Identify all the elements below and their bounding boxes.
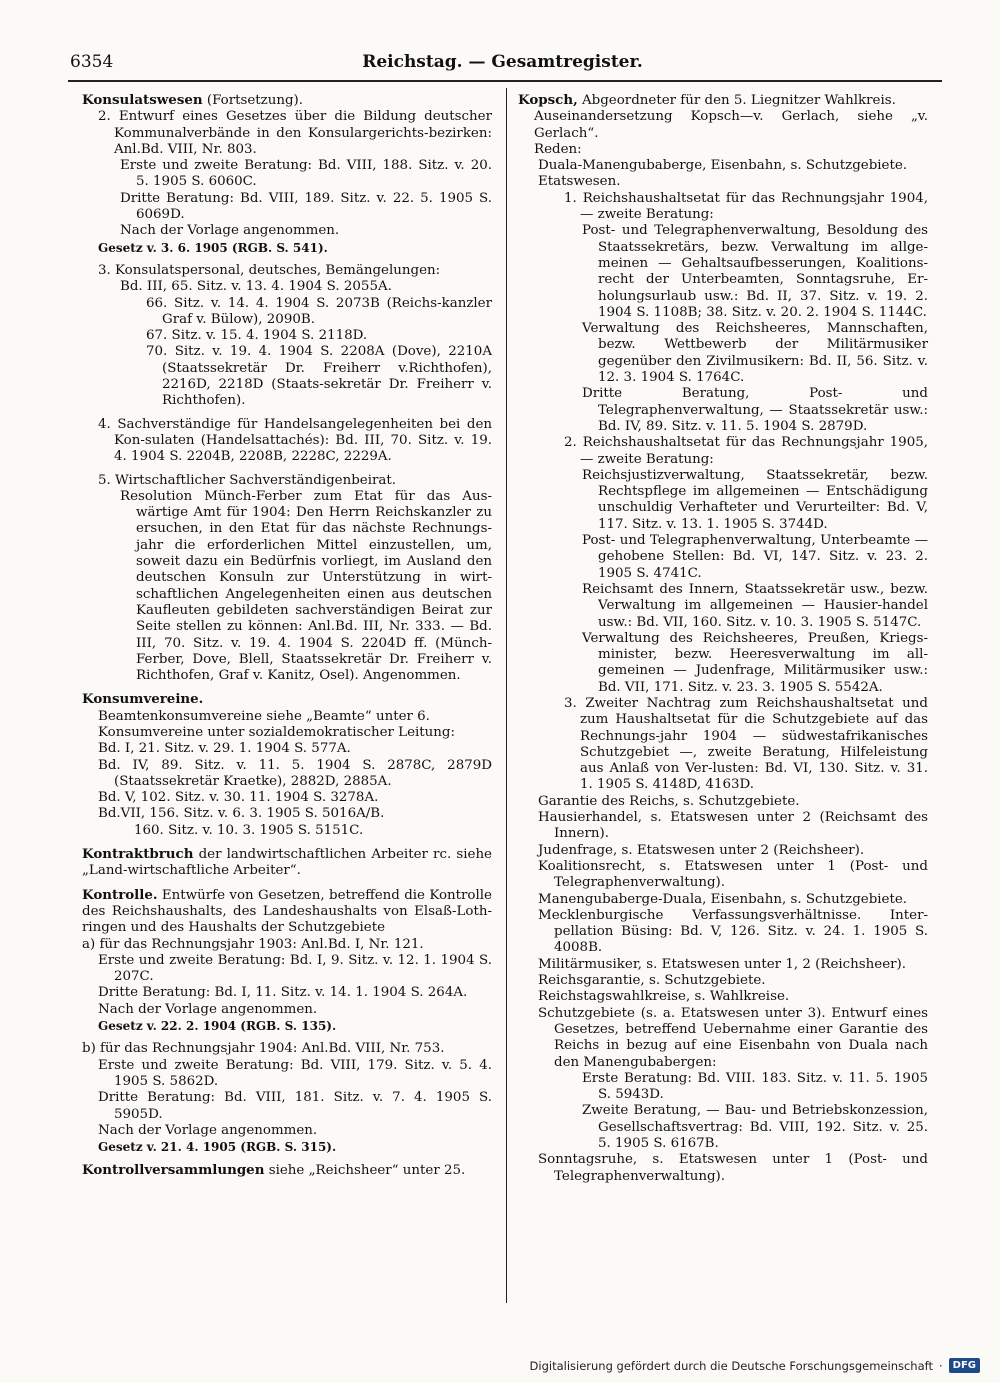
index-entry-heading	[82, 92, 492, 109]
entry-lemma: Kontrollversammlungen	[82, 1162, 265, 1179]
index-entry: Resolution Münch-Ferber zum Etat für das Aus-wärtige Amt für 1904: Den Herrn Reichskanzler zu ersuchen, in den Etat für das nächste Rechnungs-jahr die erforderlichen Mittel einzustellen, um, soweit dazu ein Bedürfnis vorliegt, im Ausland den deutschen Konsuln zur Unterstützung in wirt-schaftlichen Angelegenheiten einen aus deutschen Kaufleuten gebildeten sachverständigen Beirat zur Seite stellen zu können: Anl.Bd. III, Nr. 333. — Bd. III, 70. Sitz. v. 19. 4. 1904 S. 2204D ff. (Münch-Ferber, Dove, Blell, Staatssekretär Dr. Freiherr v. Richthofen, Graf v. Kanitz, Osel). Angenommen.	[120, 488, 492, 684]
index-entry: Auseinandersetzung Kopsch—v. Gerlach, siehe „v. Gerlach“.	[534, 109, 928, 141]
index-entry: 3. Konsulatspersonal, deutsches, Bemängelungen:	[98, 262, 441, 278]
dfg-logo: DFG	[949, 1358, 980, 1373]
index-entry: Mecklenburgische Verfassungsverhältnisse. Inter-pellation Büsing: Bd. V, 126. Sitz. v. 24. 1. 1905 S. 4008B.	[538, 907, 928, 956]
index-entry: Erste und zweite Beratung: Bd. VIII, 179. Sitz. v. 5. 4. 1905 S. 5862D.	[98, 1057, 492, 1089]
law-citation: Gesetz v. 21. 4. 1905 (RGB. S. 315).	[98, 1140, 337, 1155]
index-entry: Bd. V, 102. Sitz. v. 30. 11. 1904 S. 3278A.	[98, 790, 379, 806]
entry-lemma: Kopsch,	[518, 92, 578, 108]
index-entry: Garantie des Reichs, s. Schutzgebiete.	[538, 793, 800, 809]
footer: Digitalisierung gefördert durch die Deutsche Forschungsgemeinschaft · DFG	[530, 1358, 980, 1373]
entry-lemma: Kontraktbruch	[82, 846, 194, 863]
entry-lemma: Konsulatswesen	[82, 92, 203, 108]
index-entry: 66. Sitz. v. 14. 4. 1904 S. 2073B (Reichs-kanzler Graf v. Bülow), 2090B.	[146, 295, 492, 327]
index-entry: Zweite Beratung, — Bau- und Betriebskonzession, Gesellschaftsvertrag: Bd. VIII, 192. Sitz. v. 25. 5. 1905 S. 6167B.	[582, 1103, 928, 1151]
index-entry: Dritte Beratung: Bd. I, 11. Sitz. v. 14. 1. 1904 S. 264A.	[98, 985, 468, 1001]
index-entry: Reichsamt des Innern, Staatssekretär usw., bezw. Verwaltung im allgemeinen — Hausier-handel usw.: Bd. VII, 160. Sitz. v. 10. 3. 1905 S. 5147C.	[582, 581, 928, 630]
index-entry: Judenfrage, s. Etatswesen unter 2 (Reichsheer).	[538, 842, 865, 858]
index-entry: Reden:	[534, 141, 582, 157]
index-entry: Etatswesen.	[538, 174, 621, 190]
index-entry: Duala-Manengubaberge, Eisenbahn, s. Schutzgebiete.	[538, 158, 908, 174]
index-entry: 70. Sitz. v. 19. 4. 1904 S. 2208A (Dove), 2210A (Staatssekretär Dr. Freiherr v.Richthofen), 2216D, 2218D (Staats-sekretär Dr. Freiherr v. Richthofen).	[146, 344, 492, 409]
index-entry: Dritte Beratung: Bd. VIII, 181. Sitz. v. 7. 4. 1905 S. 5905D.	[98, 1090, 492, 1122]
page-header	[60, 52, 945, 78]
index-entry: Post- und Telegraphenverwaltung, Besoldung des Staatssekretärs, bezw. Verwaltung im allge-meinen — Gehaltsaufbesserungen, Koalitions-recht der Unterbeamten, Sonntagsruhe, Er-holungsurlaub usw.: Bd. II, 37. Sitz. v. 19. 2. 1904 S. 1108B; 38. Sitz. v. 20. 2. 1904 S. 1144C.	[582, 223, 928, 320]
entry-text: der landwirtschaftlichen Arbeiter rc. siehe „Land-wirtschaftliche Arbeiter“.	[82, 847, 492, 879]
law-citation: Gesetz v. 22. 2. 1904 (RGB. S. 135).	[98, 1019, 337, 1034]
entry-text: siehe „Reichsheer“ unter 25.	[264, 1163, 466, 1179]
index-entry: Beamtenkonsumvereine siehe „Beamte“ unter 6.	[98, 708, 430, 724]
index-entry: 2. Reichshaushaltsetat für das Rechnungsjahr 1905, — zweite Beratung:	[564, 435, 928, 467]
index-entry: Post- und Telegraphenverwaltung, Unterbeamte — gehobene Stellen: Bd. VI, 147. Sitz. v. 23. 2. 1905 S. 4741C.	[582, 533, 928, 581]
index-entry: Militärmusiker, s. Etatswesen unter 1, 2 (Reichsheer).	[538, 956, 907, 972]
index-entry: 67. Sitz. v. 15. 4. 1904 S. 2118D.	[146, 328, 368, 344]
index-entry: 5. Wirtschaftlicher Sachverständigenbeirat.	[98, 472, 397, 488]
index-entry: Verwaltung des Reichsheeres, Mannschaften, bezw. Wettbewerb der Militärmusiker gegenüber den Zivilmusikern: Bd. II, 56. Sitz. v. 12. 3. 1904 S. 1764C.	[582, 321, 928, 386]
index-entry: Reichsjustizverwaltung, Staatssekretär, bezw. Rechtspflege im allgemeinen — Entschädigung unschuldig Verhafteter und Verurteilter: Bd. V, 117. Sitz. v. 13. 1. 1905 S. 3744D.	[582, 467, 928, 532]
page-number: 6354	[70, 52, 114, 72]
index-entry: Nach der Vorlage angenommen.	[98, 1122, 318, 1138]
index-entry: Erste Beratung: Bd. VIII. 183. Sitz. v. 11. 5. 1905 S. 5943D.	[582, 1070, 928, 1103]
index-entry: Dritte Beratung, Post- und Telegraphenverwaltung, — Staatssekretär usw.: Bd. IV, 89. Sitz. v. 11. 5. 1904 S. 2879D.	[582, 386, 928, 434]
entry-text: Abgeordneter für den 5. Liegnitzer Wahlkreis.	[577, 93, 896, 108]
index-entry: 1. Reichshaushaltsetat für das Rechnungsjahr 1904, — zweite Beratung:	[564, 190, 928, 223]
index-entry: Reichstagswahlkreise, s. Wahlkreise.	[538, 989, 790, 1005]
column-divider	[506, 88, 507, 1303]
index-entry-heading	[82, 1162, 492, 1179]
footer-text: Digitalisierung gefördert durch die Deutsche Forschungsgemeinschaft	[529, 1358, 933, 1373]
index-entry: Hausierhandel, s. Etatswesen unter 2 (Reichsamt des Innern).	[538, 810, 928, 842]
index-entry: 4. Sachverständige für Handelsangelegenheiten bei den Kon-sulaten (Handelsattachés): Bd. III, 70. Sitz. v. 19. 4. 1904 S. 2204B, 2208B, 2228C, 2229A.	[98, 416, 492, 465]
index-entry: Konsumvereine unter sozialdemokratischer Leitung:	[98, 724, 455, 740]
entry-text: Entwürfe von Gesetzen, betreffend die Kontrolle des Reichshaushalts, des Landeshaushalts von Elsaß-Loth-ringen und des Haushalts der Schutzgebiete	[82, 887, 492, 936]
index-entry: Nach der Vorlage angenommen.	[98, 1001, 318, 1017]
entry-lemma: Konsumvereine.	[82, 691, 204, 708]
index-entry: Bd. IV, 89. Sitz. v. 11. 5. 1904 S. 2878C, 2879D (Staatssekretär Kraetke), 2882D, 2885A.	[98, 757, 492, 789]
index-entry: Nach der Vorlage angenommen.	[120, 223, 340, 239]
index-entry: Bd. I, 21. Sitz. v. 29. 1. 1904 S. 577A.	[98, 741, 351, 757]
index-entry: 160. Sitz. v. 10. 3. 1905 S. 5151C.	[134, 822, 364, 838]
index-entry: Koalitionsrecht, s. Etatswesen unter 1 (Post- und Telegraphenverwaltung).	[538, 858, 928, 891]
index-entry: a) für das Rechnungsjahr 1903: Anl.Bd. I, Nr. 121.	[82, 936, 424, 952]
index-entry: 2. Entwurf eines Gesetzes über die Bildung deutscher Kommunalverbände in den Konsulargerichts-bezirken: Anl.Bd. VIII, Nr. 803.	[98, 109, 492, 157]
index-entry-heading	[82, 846, 492, 880]
index-entry: Verwaltung des Reichsheeres, Preußen, Kriegs-minister, bezw. Heeresverwaltung im all-gemeinen — Judenfrage, Militärmusiker usw.: Bd. VII, 171. Sitz. v. 23. 3. 1905 S. 5542A.	[582, 630, 928, 695]
header-rule	[68, 80, 942, 82]
index-entry-heading	[518, 92, 928, 109]
index-entry: Bd.VII, 156. Sitz. v. 6. 3. 1905 S. 5016A/B.	[98, 806, 385, 822]
index-entry: Manengubaberge-Duala, Eisenbahn, s. Schutzgebiete.	[538, 891, 908, 907]
right-column	[518, 92, 928, 1185]
entry-lemma: Kontrolle.	[82, 886, 158, 903]
index-entry: Dritte Beratung: Bd. VIII, 189. Sitz. v. 22. 5. 1905 S. 6069D.	[120, 190, 492, 223]
page-title: Reichstag. — Gesamtregister.	[362, 52, 643, 72]
index-entry: 3. Zweiter Nachtrag zum Reichshaushaltsetat und zum Haushaltsetat für die Schutzgebiete auf das Rechnungs-jahr 1904 — südwestafrikanisches Schutzgebiet —, zweite Beratung, Hilfeleistung aus Anlaß von Ver-lusten: Bd. VI, 130. Sitz. v. 31. 1. 1905 S. 4148D, 4163D.	[564, 695, 928, 793]
index-entry: Erste und zweite Beratung: Bd. I, 9. Sitz. v. 12. 1. 1904 S. 207C.	[98, 952, 492, 985]
law-citation: Gesetz v. 3. 6. 1905 (RGB. S. 541).	[98, 240, 328, 255]
index-entry: b) für das Rechnungsjahr 1904: Anl.Bd. VIII, Nr. 753.	[82, 1041, 445, 1057]
left-column	[82, 92, 492, 1180]
index-entry: Sonntagsruhe, s. Etatswesen unter 1 (Post- und Telegraphenverwaltung).	[538, 1152, 928, 1184]
index-entry: Erste und zweite Beratung: Bd. VIII, 188. Sitz. v. 20. 5. 1905 S. 6060C.	[120, 158, 492, 190]
index-entry: Schutzgebiete (s. a. Etatswesen unter 3). Entwurf eines Gesetzes, betreffend Uebernahme einer Garantie des Reichs in bezug auf eine Eisenbahn von Duala nach den Manengubabergen:	[538, 1005, 928, 1070]
entry-text: (Fortsetzung).	[202, 93, 304, 108]
index-entry-heading	[82, 691, 492, 708]
index-entry-heading	[82, 887, 492, 937]
index-entry: Bd. III, 65. Sitz. v. 13. 4. 1904 S. 2055A.	[120, 279, 392, 295]
index-entry: Reichsgarantie, s. Schutzgebiete.	[538, 973, 766, 989]
